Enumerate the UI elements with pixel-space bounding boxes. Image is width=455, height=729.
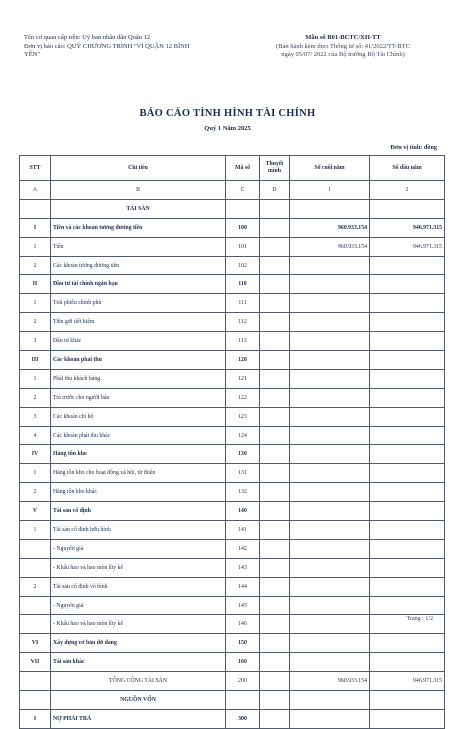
row-item-name: Xây dựng cơ bản dở dang (51, 634, 226, 653)
row-beginning-of-year-value: 946.971.315 (370, 672, 445, 691)
row-item-name: Tài sản cố định (51, 502, 226, 521)
section-row-assets (20, 199, 445, 218)
table-row (20, 539, 445, 558)
header-item: Chỉ tiêu (51, 156, 226, 181)
table-row (20, 332, 445, 351)
row-note (260, 539, 290, 558)
row-beginning-of-year-value: 946.971.315 (370, 218, 445, 237)
row-item-name: Hàng tồn kho (51, 445, 226, 464)
row-code: 123 (226, 407, 260, 426)
section-row-sources (20, 691, 445, 710)
table-row (20, 672, 445, 691)
row-beginning-of-year-value (370, 653, 445, 672)
row-beginning-of-year-value (370, 256, 445, 275)
row-stt: 1 (20, 294, 51, 313)
row-stt: 1 (20, 464, 51, 483)
row-item-name: Tài sản khác (51, 653, 226, 672)
row-item-name: Trả trước cho người bán (51, 388, 226, 407)
row-item-name: Tiền gửi tiết kiệm (51, 313, 226, 332)
row-code: 132 (226, 483, 260, 502)
row-item-name: Phải thu khách hàng (51, 369, 226, 388)
row-item-name: Các khoản tương đương tiền (51, 256, 226, 275)
row-stt: 3 (20, 332, 51, 351)
row-beginning-of-year-value (370, 539, 445, 558)
row-stt (20, 615, 51, 634)
header-code: Mã số (226, 156, 260, 181)
row-code: 112 (226, 313, 260, 332)
row-note (260, 237, 290, 256)
row-stt: 1 (20, 237, 51, 256)
letter-cell: 2 (370, 181, 445, 200)
row-beginning-of-year-value (370, 521, 445, 540)
row-note (260, 653, 290, 672)
row-beginning-of-year-value (370, 464, 445, 483)
report-period: Quý 1 Năm 2025 (204, 125, 251, 132)
row-stt: 2 (20, 313, 51, 332)
row-end-of-year-value (290, 464, 370, 483)
row-end-of-year-value (290, 521, 370, 540)
row-stt: 1 (20, 369, 51, 388)
row-code: 130 (226, 445, 260, 464)
row-item-name: Các khoản chi hộ (51, 407, 226, 426)
row-item-name: Hàng tồn kho cho hoạt động xã hội, từ thiện (51, 464, 226, 483)
row-item-name: TỔNG CỘNG TÀI SẢN (51, 672, 226, 691)
row-note (260, 332, 290, 351)
row-end-of-year-value (290, 294, 370, 313)
row-code: 200 (226, 672, 260, 691)
row-stt: V (20, 502, 51, 521)
row-end-of-year-value (290, 558, 370, 577)
row-beginning-of-year-value (370, 313, 445, 332)
table-row (20, 483, 445, 502)
row-code: 121 (226, 369, 260, 388)
row-item-name: Tiền và các khoản tương đương tiền (51, 218, 226, 237)
row-item-name: - Nguyên giá (51, 596, 226, 615)
row-code: 110 (226, 275, 260, 294)
letter-cell: 1 (290, 181, 370, 200)
row-beginning-of-year-value (370, 275, 445, 294)
row-end-of-year-value: 960.933.154 (290, 218, 370, 237)
row-beginning-of-year-value (370, 558, 445, 577)
row-note (260, 388, 290, 407)
row-note (260, 351, 290, 370)
row-end-of-year-value (290, 388, 370, 407)
row-end-of-year-value (290, 369, 370, 388)
row-note (260, 596, 290, 615)
row-code: 124 (226, 426, 260, 445)
header-end-of-year: Số cuối năm (290, 156, 370, 181)
row-note (260, 256, 290, 275)
row-end-of-year-value (290, 351, 370, 370)
row-stt: I (20, 218, 51, 237)
table-row (20, 388, 445, 407)
row-end-of-year-value (290, 407, 370, 426)
section-sources-label: NGUỒN VỐN (51, 691, 226, 710)
table-row (20, 464, 445, 483)
row-stt: 3 (20, 407, 51, 426)
table-row (20, 709, 445, 728)
row-end-of-year-value (290, 426, 370, 445)
row-code: 131 (226, 464, 260, 483)
row-beginning-of-year-value (370, 426, 445, 445)
row-note (260, 502, 290, 521)
row-code: 122 (226, 388, 260, 407)
row-item-name: - Khấu hao và hao mòn lũy kế (51, 558, 226, 577)
table-row (20, 445, 445, 464)
row-beginning-of-year-value (370, 332, 445, 351)
row-beginning-of-year-value (370, 502, 445, 521)
row-code: 101 (226, 237, 260, 256)
row-beginning-of-year-value (370, 596, 445, 615)
row-item-name: NỢ PHẢI TRẢ (51, 709, 226, 728)
row-stt: VI (20, 634, 51, 653)
row-code: 113 (226, 332, 260, 351)
row-item-name: Đầu tư tài chính ngắn hạn (51, 275, 226, 294)
row-beginning-of-year-value: 946.971.315 (370, 237, 445, 256)
row-end-of-year-value (290, 313, 370, 332)
row-beginning-of-year-value (370, 351, 445, 370)
currency-unit: Đơn vị tính: đồng (390, 144, 437, 151)
row-item-name: Tài sản cố định vô hình (51, 577, 226, 596)
row-end-of-year-value (290, 577, 370, 596)
row-code: 102 (226, 256, 260, 275)
row-stt: 4 (20, 426, 51, 445)
row-beginning-of-year-value (370, 388, 445, 407)
financial-position-table (19, 155, 445, 729)
row-end-of-year-value (290, 634, 370, 653)
row-code: 141 (226, 521, 260, 540)
row-note (260, 313, 290, 332)
row-stt: 2 (20, 483, 51, 502)
table-row (20, 502, 445, 521)
row-code: 140 (226, 502, 260, 521)
row-end-of-year-value: 960.933.154 (290, 237, 370, 256)
column-letter-row (20, 181, 445, 200)
row-note (260, 275, 290, 294)
row-note (260, 672, 290, 691)
row-beginning-of-year-value (370, 407, 445, 426)
table-row (20, 521, 445, 540)
row-end-of-year-value: 960.933.154 (290, 672, 370, 691)
form-legal-basis: (Ban hành kèm theo Thông tư số: 41/2022/TT-BTC (275, 42, 411, 50)
header-stt: STT (20, 156, 51, 181)
row-end-of-year-value (290, 653, 370, 672)
row-item-name: - Nguyên giá (51, 539, 226, 558)
row-note (260, 558, 290, 577)
row-end-of-year-value (290, 483, 370, 502)
table-row (20, 634, 445, 653)
row-code: 143 (226, 558, 260, 577)
table-row (20, 313, 445, 332)
row-beginning-of-year-value (370, 445, 445, 464)
row-stt: III (20, 351, 51, 370)
row-stt (20, 596, 51, 615)
parent-agency-line: Tên cơ quan cấp trên: Uỷ ban nhân dân Quận 12 (24, 34, 151, 41)
table-row (20, 237, 445, 256)
header-beginning-of-year: Số đầu năm (370, 156, 445, 181)
table-row (20, 426, 445, 445)
row-end-of-year-value (290, 445, 370, 464)
row-stt: IV (20, 445, 51, 464)
row-end-of-year-value (290, 539, 370, 558)
letter-cell: B (51, 181, 226, 200)
row-item-name: Hàng tồn kho khác (51, 483, 226, 502)
form-number: Mẫu số B01-BCTC/XH-TT (305, 34, 381, 41)
row-beginning-of-year-value (370, 483, 445, 502)
table-row (20, 615, 445, 634)
row-code: 111 (226, 294, 260, 313)
section-assets-label: TÀI SẢN (51, 199, 226, 218)
row-stt: 2 (20, 388, 51, 407)
table-row (20, 275, 445, 294)
row-beginning-of-year-value (370, 294, 445, 313)
row-end-of-year-value (290, 332, 370, 351)
row-end-of-year-value (290, 256, 370, 275)
row-item-name: Tài sản cố định hữu hình (51, 521, 226, 540)
header-note: Thuyết minh (260, 156, 290, 181)
table-row (20, 596, 445, 615)
row-code: 160 (226, 653, 260, 672)
row-stt (20, 539, 51, 558)
row-note (260, 634, 290, 653)
row-stt: II (20, 275, 51, 294)
row-stt: I (20, 709, 51, 728)
reporting-unit-header (24, 34, 244, 60)
row-end-of-year-value (290, 275, 370, 294)
row-beginning-of-year-value (370, 369, 445, 388)
table-row (20, 294, 445, 313)
row-code: 300 (226, 709, 260, 728)
row-note (260, 615, 290, 634)
table-row (20, 351, 445, 370)
row-item-name: Các khoản phải thu (51, 351, 226, 370)
row-note (260, 294, 290, 313)
row-note (260, 483, 290, 502)
row-note (260, 521, 290, 540)
row-code: 120 (226, 351, 260, 370)
row-note (260, 577, 290, 596)
row-beginning-of-year-value (370, 634, 445, 653)
row-stt: 1 (20, 521, 51, 540)
table-row (20, 218, 445, 237)
row-end-of-year-value (290, 596, 370, 615)
row-end-of-year-value (290, 615, 370, 634)
table-header-row (20, 156, 445, 181)
row-item-name: - Khấu hao và hao mòn lũy kế (51, 615, 226, 634)
page-number: Trang : 1/2 (406, 616, 433, 622)
reporting-unit-line: Đơn vị báo cáo: QUỸ CHƯƠNG TRÌNH "VÌ QUẬN 12 BÌNH (24, 42, 190, 50)
table-row (20, 407, 445, 426)
row-stt (20, 558, 51, 577)
row-note (260, 407, 290, 426)
table-row (20, 577, 445, 596)
row-stt: VII (20, 653, 51, 672)
row-code: 142 (226, 539, 260, 558)
row-stt (20, 672, 51, 691)
row-beginning-of-year-value (370, 577, 445, 596)
reporting-unit-line-cont: YÊN" (24, 51, 41, 59)
row-item-name: Tiền (51, 237, 226, 256)
report-title: BÁO CÁO TÌNH HÌNH TÀI CHÍNH (139, 108, 316, 119)
table-row (20, 256, 445, 275)
row-code: 144 (226, 577, 260, 596)
letter-cell: C (226, 181, 260, 200)
row-stt: 2 (20, 577, 51, 596)
form-reference-header (248, 34, 438, 60)
row-item-name: Trái phiếu chính phủ (51, 294, 226, 313)
row-code: 150 (226, 634, 260, 653)
row-note (260, 445, 290, 464)
row-item-name: Đầu tư khác (51, 332, 226, 351)
letter-cell: D (260, 181, 290, 200)
row-end-of-year-value (290, 502, 370, 521)
row-code: 100 (226, 218, 260, 237)
row-stt: 2 (20, 256, 51, 275)
letter-cell: A (20, 181, 51, 200)
row-note (260, 369, 290, 388)
row-note (260, 218, 290, 237)
row-note (260, 464, 290, 483)
row-item-name: Các khoản phải thu khác (51, 426, 226, 445)
form-legal-date: ngày 05/07/ 2022 của Bộ trưởng Bộ Tài Chính) (281, 51, 405, 59)
table-row (20, 558, 445, 577)
row-code: 145 (226, 596, 260, 615)
row-note (260, 426, 290, 445)
row-code: 146 (226, 615, 260, 634)
table-row (20, 653, 445, 672)
table-row (20, 369, 445, 388)
